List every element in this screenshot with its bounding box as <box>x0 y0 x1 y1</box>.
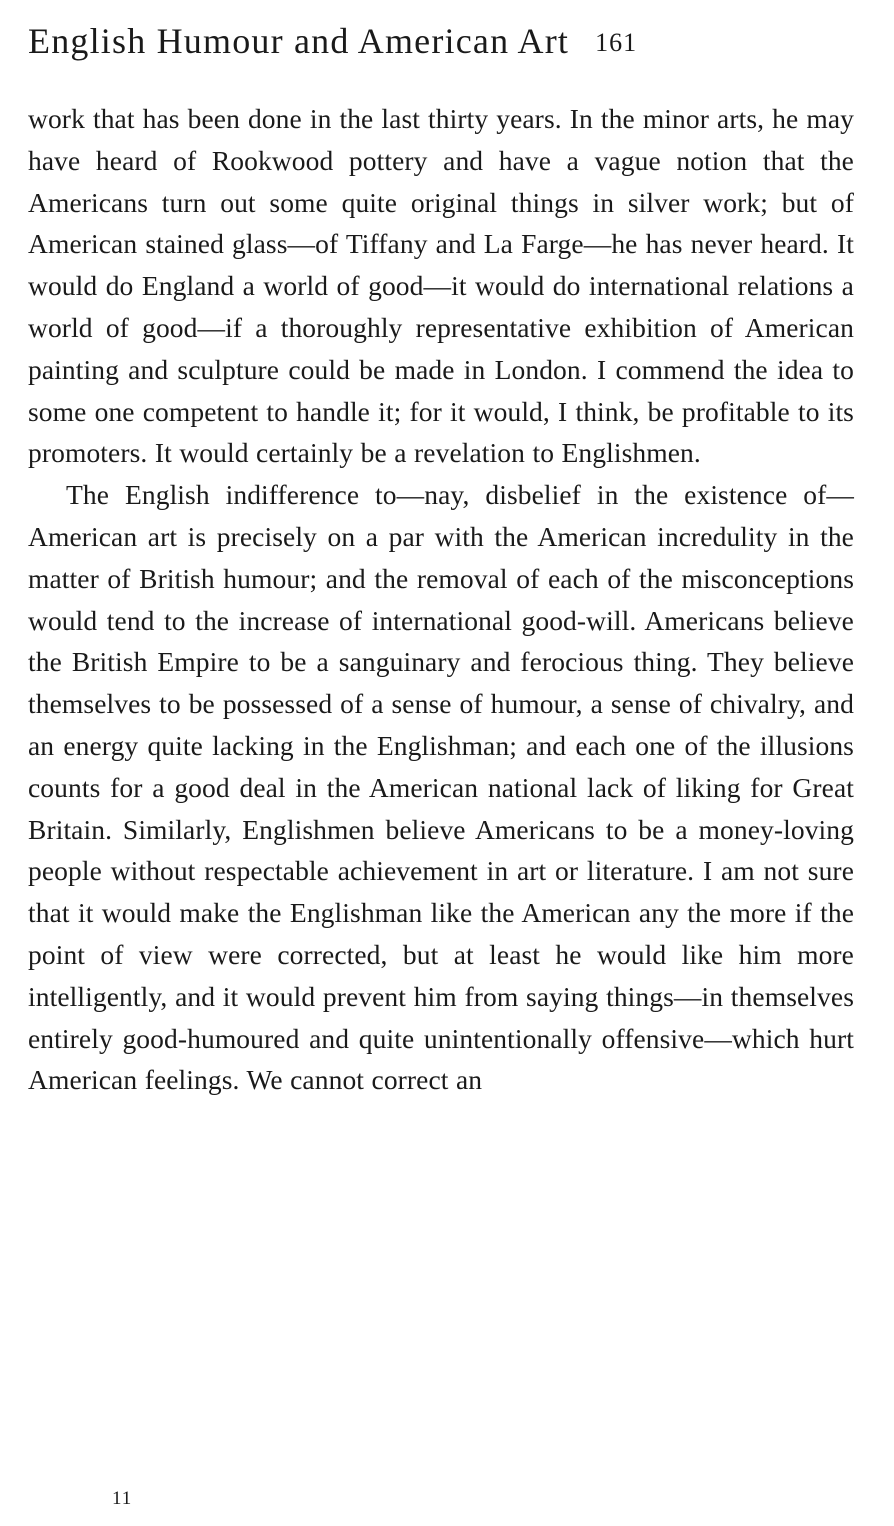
page-number: 161 <box>595 28 638 57</box>
running-head <box>28 20 852 62</box>
body-text <box>28 98 854 1101</box>
paragraph: The English indifference to—nay, disbelief in the existence of—American art is precisely on a par with the American incredulity in the matter of British humour; and the removal of each of the misconceptions would tend to the increase of international good-will. Americans believe the British Empire to be a sanguinary and ferocious thing. They believe themselves to be possessed of a sense of humour, a sense of chivalry, and an energy quite lacking in the Englishman; and each one of the illusions counts for a good deal in the American national lack of liking for Great Britain. Similarly, Englishmen believe Americans to be a money-loving people without respectable achievement in art or literature. I am not sure that it would make the Englishman like the American any the more if the point of view were corrected, but at least he would like him more intelligently, and it would prevent him from saying things—in themselves entirely good-humoured and quite unintentionally offensive—which hurt American feelings. We cannot correct an <box>28 479 854 1096</box>
page-title: English Humour and American Art <box>28 21 570 61</box>
signature-mark: 11 <box>112 1488 133 1509</box>
paragraph: work that has been done in the last thirty years. In the minor arts, he may have heard of Rookwood pottery and have a vague notion that the Americans turn out some quite original things in silver work; but of American stained glass—of Tiffany and La Farge—he has never heard. It would do England a world of good—it would do international relations a world of good—if a thoroughly representative exhibition of American painting and sculpture could be made in London. I commend the idea to some one competent to handle it; for it would, I think, be profitable to its promoters. It would certainly be a revelation to Englishmen. <box>28 103 854 469</box>
